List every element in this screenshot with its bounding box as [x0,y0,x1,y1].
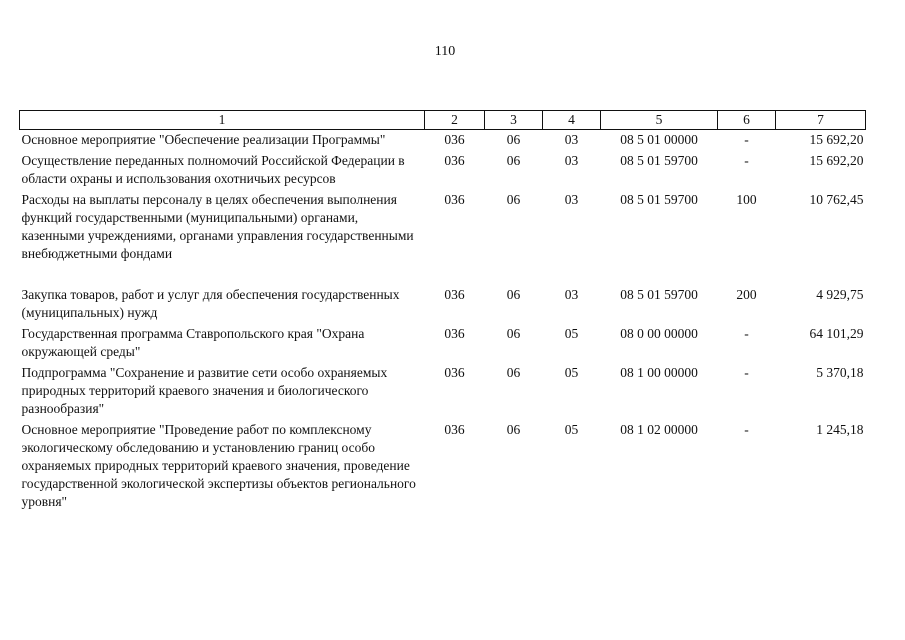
row-name: Государственная программа Ставропольского края "Охрана окружающей среды" [21,326,365,359]
row-ministry-code: 036 [444,422,465,437]
row-target-code: 08 1 00 00000 [620,365,698,380]
row-amount: 4 929,75 [816,287,864,302]
row-target-code: 08 1 02 00000 [620,422,698,437]
row-subsection-code: 03 [564,153,579,168]
row-target-code: 08 0 00 00000 [620,326,698,341]
row-section-code: 06 [506,365,521,380]
header-col-5: 5 [601,111,718,130]
row-section-code: 06 [506,326,521,341]
row-name: Осуществление переданных полномочий Российской Федерации в области охраны и использования охотничьих ресурсов [21,153,405,186]
row-name: Расходы на выплаты персоналу в целях обеспечения выполнения функций государственными (муниципальными) органами, казенными учреждениями, органами управления государственными внебюджетными фондами [21,192,414,261]
row-name: Основное мероприятие "Проведение работ по комплексному экологическому обследованию и установлению границ особо охраняемых природных территорий краевого значения, проведение государственной экологической экспертизы объектов регионального уровня" [21,422,416,509]
row-target-code: 08 5 01 59700 [620,287,698,302]
row-section-code: 06 [506,422,521,437]
row-subsection-code: 05 [564,422,579,437]
row-amount: 1 245,18 [816,422,864,437]
header-col-2: 2 [425,111,485,130]
header-col-3: 3 [485,111,543,130]
table-row [20,151,866,190]
row-subsection-code: 05 [564,326,579,341]
row-name: Основное мероприятие "Обеспечение реализации Программы" [21,132,386,147]
row-target-code: 08 5 01 59700 [620,192,698,207]
row-ministry-code: 036 [444,326,465,341]
row-target-code: 08 5 01 00000 [620,132,698,147]
row-ministry-code: 036 [444,287,465,302]
row-expense-type: - [744,422,749,437]
row-subsection-code: 03 [564,132,579,147]
budget-table [19,110,866,513]
row-ministry-code: 036 [444,192,465,207]
row-name: Подпрограмма "Сохранение и развитие сети особо охраняемых природных территорий краевого значения и биологического разнообразия" [21,365,388,416]
table-row [20,130,866,152]
header-col-6: 6 [718,111,776,130]
row-expense-type: - [744,326,749,341]
header-col-4: 4 [543,111,601,130]
row-amount: 15 692,20 [809,153,864,168]
row-ministry-code: 036 [444,153,465,168]
row-amount: 15 692,20 [809,132,864,147]
row-amount: 5 370,18 [816,365,864,380]
table-row [20,324,866,363]
row-amount: 10 762,45 [809,192,864,207]
row-expense-type: - [744,365,749,380]
page-number: 110 [434,44,456,59]
row-expense-type: - [744,153,749,168]
header-col-1: 1 [20,111,425,130]
row-expense-type: 200 [736,287,757,302]
row-subsection-code: 03 [564,287,579,302]
row-expense-type: 100 [736,192,757,207]
row-section-code: 06 [506,192,521,207]
row-name: Закупка товаров, работ и услуг для обеспечения государственных (муниципальных) нужд [21,287,400,320]
row-subsection-code: 05 [564,365,579,380]
row-expense-type: - [744,132,749,147]
table-row [20,190,866,285]
row-section-code: 06 [506,132,521,147]
row-ministry-code: 036 [444,132,465,147]
row-amount: 64 101,29 [809,326,864,341]
row-subsection-code: 03 [564,192,579,207]
table-row [20,363,866,420]
header-col-7: 7 [776,111,866,130]
table-row [20,285,866,324]
table-row [20,420,866,513]
row-ministry-code: 036 [444,365,465,380]
header-row [20,111,866,130]
row-target-code: 08 5 01 59700 [620,153,698,168]
row-section-code: 06 [506,153,521,168]
row-section-code: 06 [506,287,521,302]
